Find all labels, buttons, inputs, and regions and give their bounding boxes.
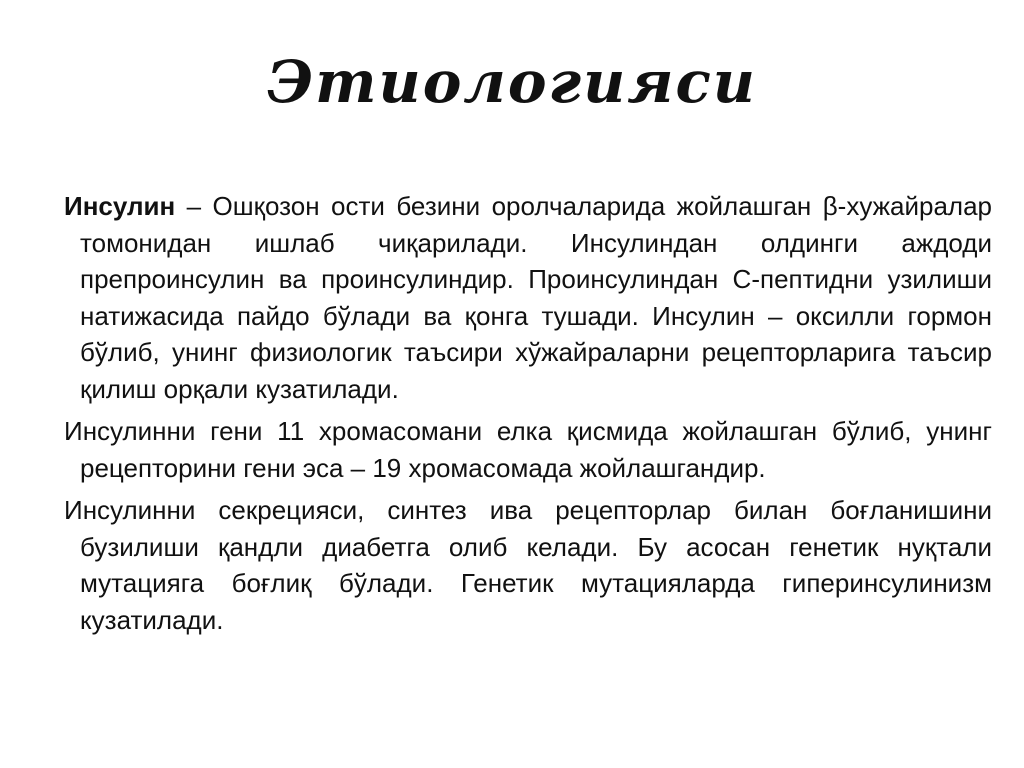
paragraph-insulin <box>64 188 992 407</box>
slide-title: Этиологияси <box>267 48 757 116</box>
paragraph-gene-text: Инсулинни гени 11 хромасомани елка қисмида жойлашган бўлиб, унинг рецепторини гени эса – 19 хромасомада жойлашгандир. <box>64 416 992 483</box>
slide-body <box>64 188 992 644</box>
paragraph-secretion-text: Инсулинни секрецияси, синтез ива рецепторлар билан боғланишини бузилиши қандли диабетга олиб келади. Бу асосан генетик нуқтали мутацияга боғлиқ бўлади. Генетик мутацияларда гиперинсулинизм кузатилади. <box>64 495 992 635</box>
term-insulin: Инсулин <box>64 191 176 221</box>
paragraph-insulin-text: – Ошқозон ости безини оролчаларида жойлашган β-хужайралар томонидан ишлаб чиқарилади. Инсулиндан олдинги аждоди препроинсулин ва проинсулиндир. Проинсулиндан С-пептидни узилиши натижасида пайдо бўлади ва қонга тушади. Инсулин – оксилли гормон бўлиб, унинг физиологик таъсири хўжайраларни рецепторларига таъсир қилиш орқали кузатилади. <box>80 191 992 404</box>
paragraph-gene <box>64 413 992 486</box>
paragraph-secretion <box>64 492 992 638</box>
